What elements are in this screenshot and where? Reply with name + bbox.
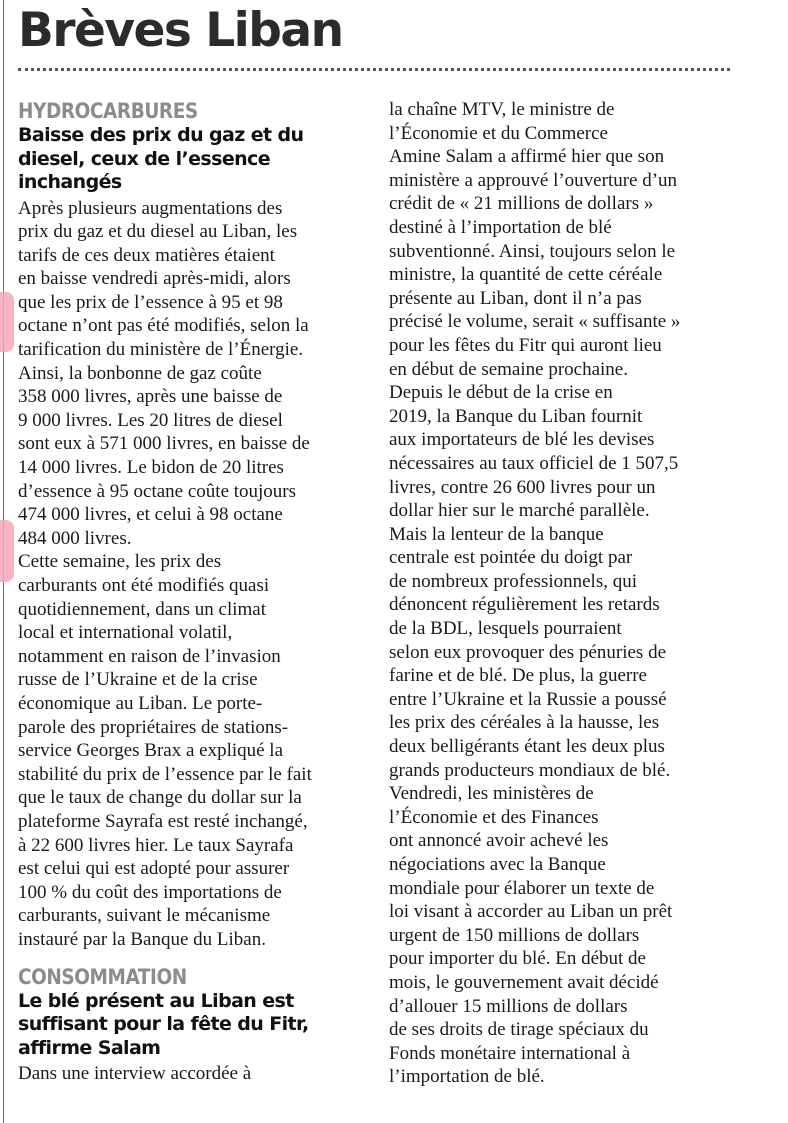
body-line: parole des propriétaires de stations- xyxy=(18,716,289,738)
body-line: d’essence à 95 octane coûte toujours xyxy=(18,480,297,502)
body-line: en début de semaine prochaine. xyxy=(389,358,628,380)
body-line: ministre, la quantité de cette céréale xyxy=(389,264,663,286)
body-line: carburants ont été modifiés quasi xyxy=(18,575,270,596)
article-body xyxy=(18,1062,370,1086)
body-line: 358 000 livres, après une baisse de xyxy=(18,386,283,408)
body-line: à 22 600 livres hier. Le taux Sayrafa xyxy=(18,834,294,856)
article-body-continued xyxy=(389,98,735,1089)
right-column xyxy=(389,98,735,1089)
article-kicker: HYDROCARBURES xyxy=(18,99,198,123)
body-line: Amine Salam a affirmé hier que son xyxy=(389,146,665,168)
body-line: Dans une interview accordée à xyxy=(18,1063,252,1084)
article-consommation xyxy=(18,964,370,1086)
body-line: en baisse vendredi après-midi, alors xyxy=(18,268,291,290)
body-line: que les prix de l’essence à 95 et 98 xyxy=(18,291,283,313)
article-hydrocarbures xyxy=(18,98,370,952)
body-line: l’Économie et du Commerce xyxy=(389,122,608,144)
body-line: crédit de « 21 millions de dollars » xyxy=(389,193,654,215)
body-line: ont annoncé avoir achevé les xyxy=(389,830,609,852)
body-line: de ses droits de tirage spéciaux du xyxy=(389,1019,649,1041)
headline-line: affirme Salam xyxy=(18,1036,161,1059)
body-line: 9 000 livres. Les 20 litres de diesel xyxy=(18,409,283,431)
body-line: Cette semaine, les prix des xyxy=(18,551,222,573)
body-line: plateforme Sayrafa est resté inchangé, xyxy=(18,810,308,832)
body-line: octane n’ont pas été modifiés, selon la xyxy=(18,315,309,337)
body-line: grands producteurs mondiaux de blé. xyxy=(389,759,671,781)
body-line: d’allouer 15 millions de dollars xyxy=(389,995,628,1017)
body-line: selon eux provoquer des pénuries de xyxy=(389,641,667,663)
body-line: sont eux à 571 000 livres, en baisse de xyxy=(18,433,310,455)
body-line: instauré par la Banque du Liban. xyxy=(18,928,266,950)
body-line: quotidiennement, dans un climat xyxy=(18,598,267,620)
body-line: la chaîne MTV, le ministre de xyxy=(389,99,615,120)
body-line: 484 000 livres. xyxy=(18,527,132,549)
body-line: dénoncent régulièrement les retards xyxy=(389,594,660,616)
body-line: est celui qui est adopté pour assurer xyxy=(18,858,290,880)
headline-line: suffisant pour la fête du Fitr, xyxy=(18,1013,309,1035)
body-line: 474 000 livres, et celui à 98 octane xyxy=(18,504,283,526)
body-line: tarifs de ces deux matières étaient xyxy=(18,244,275,266)
body-line: centrale est pointée du doigt par xyxy=(389,547,633,569)
body-line: les prix des céréales à la hausse, les xyxy=(389,712,660,734)
headline-line: Le blé présent au Liban est xyxy=(18,989,294,1012)
body-line: négociations avec la Banque xyxy=(389,854,606,875)
body-line: subventionné. Ainsi, toujours selon le xyxy=(389,240,676,262)
body-line: l’Économie et des Finances xyxy=(389,806,599,828)
article-body xyxy=(18,197,370,952)
body-line: Fonds monétaire international à xyxy=(389,1042,631,1064)
body-line: dollar hier sur le marché parallèle. xyxy=(389,500,650,522)
headline-line: diesel, ceux de l’essence xyxy=(18,147,270,170)
body-line: Après plusieurs augmentations des xyxy=(18,197,283,219)
body-line: Vendredi, les ministères de xyxy=(389,783,594,805)
body-line: stabilité du prix de l’essence par le fait xyxy=(18,763,312,785)
article-kicker: CONSOMMATION xyxy=(18,964,187,989)
body-line: Ainsi, la bonbonne de gaz coûte xyxy=(18,362,262,384)
body-line: Depuis le début de la crise en xyxy=(389,382,613,404)
body-line: nécessaires au taux officiel de 1 507,5 xyxy=(389,452,679,474)
article-headline xyxy=(18,990,370,1061)
body-line: entre l’Ukraine et la Russie a poussé xyxy=(389,688,667,710)
body-line: de la BDL, lesquels pourraient xyxy=(389,618,622,640)
body-line: 14 000 livres. Le bidon de 20 litres xyxy=(18,457,284,479)
margin-color-mark xyxy=(0,292,14,352)
article-headline xyxy=(18,124,370,195)
body-line: mondiale pour élaborer un texte de xyxy=(389,877,655,899)
body-line: urgent de 150 millions de dollars xyxy=(389,924,640,946)
body-line: 2019, la Banque du Liban fournit xyxy=(389,405,643,427)
body-line: prix du gaz et du diesel au Liban, les xyxy=(18,221,298,243)
body-line: présente au Liban, dont il n’a pas xyxy=(389,287,642,309)
body-line: mois, le gouvernement avait décidé xyxy=(389,971,659,993)
margin-color-mark xyxy=(0,520,14,582)
section-masthead: Brèves Liban xyxy=(18,3,343,58)
body-line: farine et de blé. De plus, la guerre xyxy=(389,665,647,687)
body-line: de nombreux professionnels, qui xyxy=(389,570,638,592)
body-line: économique au Liban. Le porte- xyxy=(18,692,263,714)
body-line: que le taux de change du dollar sur la xyxy=(18,787,302,809)
body-line: local et international volatil, xyxy=(18,622,233,644)
body-line: tarification du ministère de l’Énergie. xyxy=(18,339,304,361)
body-line: l’importation de blé. xyxy=(389,1066,545,1088)
body-line: Mais la lenteur de la banque xyxy=(389,523,604,545)
body-line: livres, contre 26 600 livres pour un xyxy=(389,476,656,498)
headline-line: Baisse des prix du gaz et du xyxy=(18,124,304,146)
body-line: pour importer du blé. En début de xyxy=(389,948,646,970)
body-line: 100 % du coût des importations de xyxy=(18,881,282,903)
body-line: russe de l’Ukraine et de la crise xyxy=(18,669,258,691)
body-line: service Georges Brax a expliqué la xyxy=(18,740,284,762)
dotted-divider xyxy=(18,68,730,71)
body-line: carburants, suivant le mécanisme xyxy=(18,905,271,927)
body-line: deux belligérants étant les deux plus xyxy=(389,736,665,758)
body-line: destiné à l’importation de blé xyxy=(389,216,612,238)
headline-line: inchangés xyxy=(18,171,122,193)
body-line: ministère a approuvé l’ouverture d’un xyxy=(389,169,678,191)
left-column xyxy=(18,98,370,1086)
body-line: notamment en raison de l’invasion xyxy=(18,645,281,667)
body-line: pour les fêtes du Fitr qui auront lieu xyxy=(389,334,662,356)
section-spacer xyxy=(18,952,370,964)
body-line: aux importateurs de blé les devises xyxy=(389,429,655,451)
body-line: loi visant à accorder au Liban un prêt xyxy=(389,901,673,923)
body-line: précisé le volume, serait « suffisante » xyxy=(389,311,681,333)
